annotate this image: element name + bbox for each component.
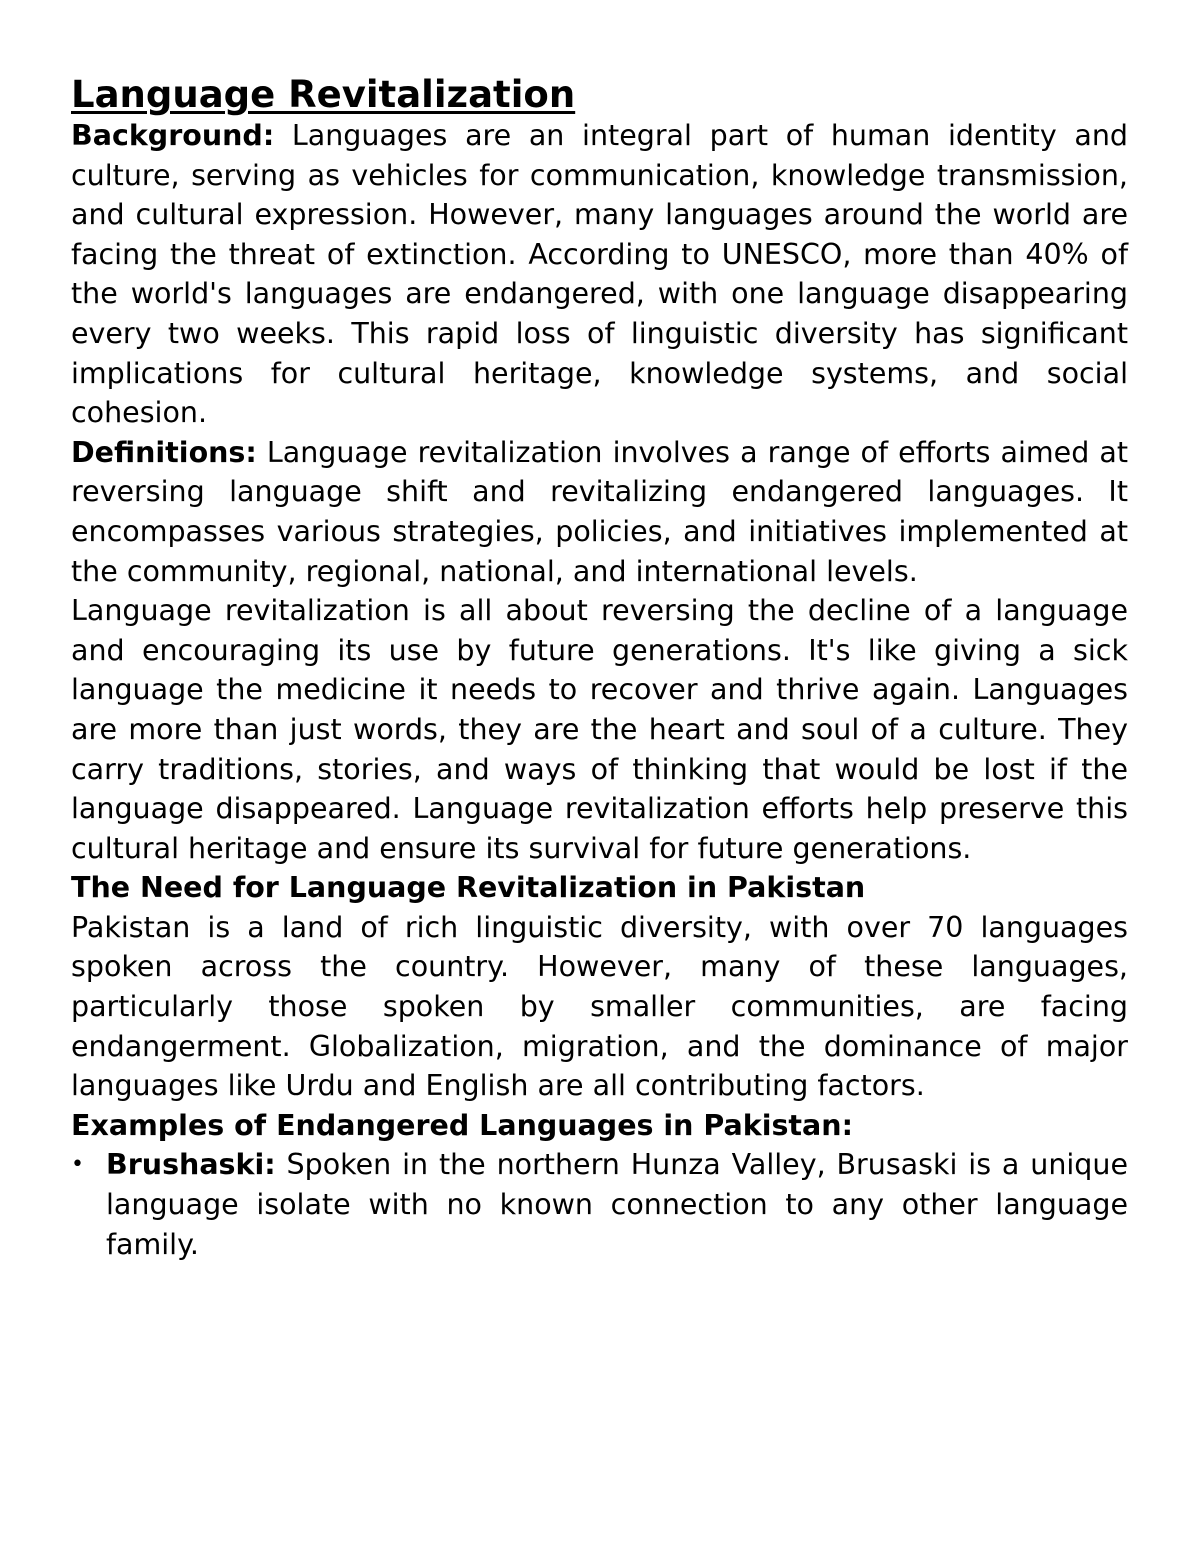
background-text: Languages are an integral part of human identity and culture, serving as vehicles for communication, knowledge transmission, and cultural expression. However, many languages around the world are facing the threat of extinction. According to UNESCO, more than 40% of the world's languages are endangered, with one language disappearing every two weeks. This rapid loss of linguistic diversity has significant implications for cultural heritage, knowledge systems, and social cohesion. <box>71 119 1128 430</box>
bullet-icon: • <box>71 1152 84 1178</box>
definitions-text: Language revitalization involves a range of efforts aimed at reversing language shift and revitalizing endangered languages. It encompasses various strategies, policies, and initiatives implemented at the community, regional, national, and international levels. <box>71 435 1128 588</box>
need-paragraph: Pakistan is a land of rich linguistic diversity, with over 70 languages spoken across the country. However, many of these languages, particularly those spoken by smaller communities, are facing endangerment. Globalization, migration, and the dominance of major languages like Urdu and English are all contributing factors. <box>71 910 1128 1103</box>
definitions-paragraph <box>71 433 1128 591</box>
need-heading: The Need for Language Revitalization in Pakistan <box>71 871 866 905</box>
list-item <box>71 1145 1128 1264</box>
document-page <box>71 72 1128 1264</box>
example-label: Brushaski: <box>106 1148 276 1182</box>
examples-heading: Examples of Endangered Languages in Pakistan: <box>71 1108 853 1142</box>
background-label: Background: <box>71 119 275 152</box>
example-text: Spoken in the northern Hunza Valley, Brusaski is a unique language isolate with no known connection to any other language family. <box>106 1148 1128 1261</box>
examples-list <box>71 1145 1128 1264</box>
background-paragraph <box>71 116 1128 433</box>
document-title: Language Revitalization <box>71 73 576 116</box>
explanation-paragraph: Language revitalization is all about reversing the decline of a language and encouraging its use by future generations. It's like giving a sick language the medicine it needs to recover and thrive again. Languages are more than just words, they are the heart and soul of a culture. They carry traditions, stories, and ways of thinking that would be lost if the language disappeared. Language revitalization efforts help preserve this cultural heritage and ensure its survival for future generations. <box>71 594 1128 865</box>
definitions-label: Definitions: <box>71 435 257 469</box>
